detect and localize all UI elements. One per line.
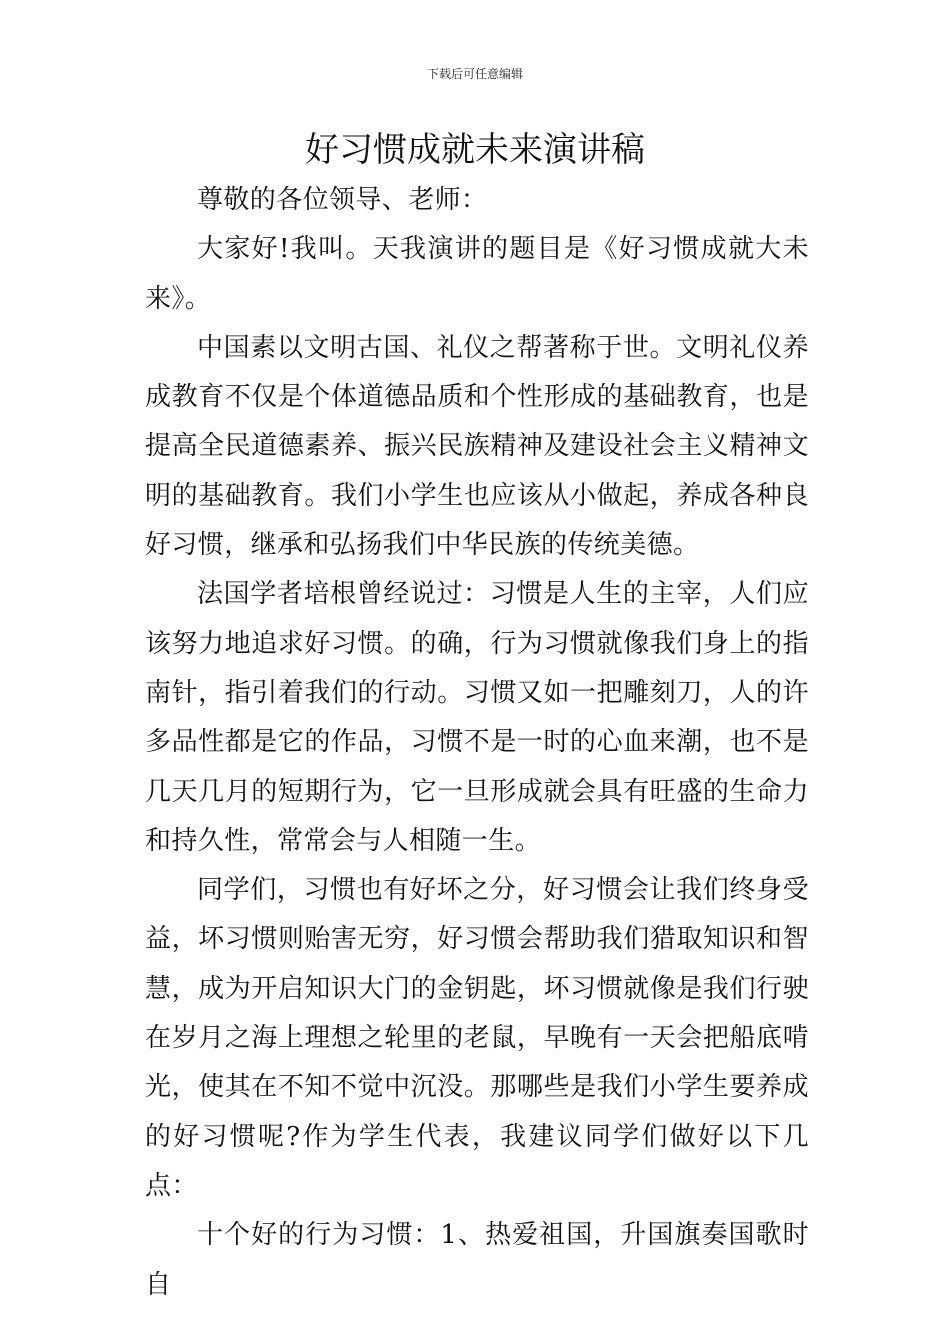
document-body <box>145 176 809 1310</box>
greeting-paragraph: 大家好!我叫。天我演讲的题目是《好习惯成就大未来》。 <box>145 234 809 314</box>
body-paragraph: 同学们，习惯也有好坏之分，好习惯会让我们终身受益，坏习惯则贻害无穷，好习惯会帮助我们猎取知识和智慧，成为开启知识大门的金钥匙，坏习惯就像是我们行驶在岁月之海上理想之轮里的老鼠，早晚有一天会把船底啃光，使其在不知不觉中沉没。那哪些是我们小学生要养成的好习惯呢?作为学生代表，我建议同学们做好以下几点： <box>145 875 809 1201</box>
salutation-paragraph: 尊敬的各位领导、老师： <box>197 185 488 215</box>
document-title: 好习惯成就未来演讲稿 <box>305 130 645 170</box>
body-paragraph: 十个好的行为习惯：1、热爱祖国，升国旗奏国歌时自 <box>145 1220 809 1300</box>
header-note: 下载后可任意编辑 <box>426 67 523 81</box>
body-paragraph: 法国学者培根曾经说过：习惯是人生的主宰，人们应该努力地追求好习惯。的确，行为习惯就像我们身上的指南针，指引着我们的行动。习惯又如一把雕刻刀，人的许多品性都是它的作品，习惯不是一时的心血来潮，也不是几天几月的短期行为，它一旦形成就会具有旺盛的生命力和持久性，常常会与人相随一生。 <box>145 579 809 856</box>
body-paragraph: 中国素以文明古国、礼仪之帮著称于世。文明礼仪养成教育不仅是个体道德品质和个性形成的基础教育，也是提高全民道德素养、振兴民族精神及建设社会主义精神文明的基础教育。我们小学生也应该从小做起，养成各种良好习惯，继承和弘扬我们中华民族的传统美德。 <box>145 332 809 561</box>
